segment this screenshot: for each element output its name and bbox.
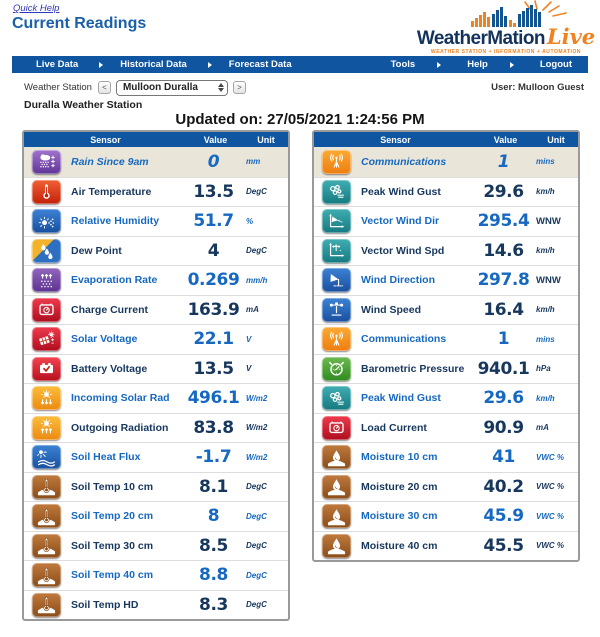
main-navbar	[12, 56, 588, 73]
battery-icon	[32, 357, 61, 381]
user-label: User: Mulloon Guest	[491, 82, 584, 93]
sensor-row	[314, 265, 578, 295]
sensor-unit: VWC %	[536, 452, 564, 462]
quick-help-link[interactable]: Quick Help	[13, 3, 60, 14]
anemometer-icon	[322, 298, 351, 322]
column-sensor: Sensor	[380, 134, 411, 145]
sensor-icon-cell	[24, 534, 68, 558]
soil-heat-flux-icon	[32, 445, 61, 469]
station-label: Weather Station	[24, 82, 92, 93]
sensor-row	[314, 324, 578, 354]
wind-vane-icon	[322, 268, 351, 292]
sensor-icon-cell	[24, 416, 68, 440]
sensor-unit: mm/h	[246, 275, 268, 285]
wind-vane-axes-icon	[322, 209, 351, 233]
sensor-label: Soil Temp 30 cm	[71, 539, 154, 552]
sensor-label: Charge Current	[71, 303, 149, 316]
sensor-unit: WNW	[536, 274, 561, 286]
logo-live-text: Live	[546, 24, 596, 49]
sensor-icon-cell	[314, 150, 358, 174]
sensor-icon-cell	[24, 180, 68, 204]
solar-in-icon	[32, 386, 61, 410]
sensor-icon-cell	[24, 445, 68, 469]
sensor-icon-cell	[24, 239, 68, 263]
select-updown-icon	[218, 83, 224, 92]
sensor-value: 295.4	[477, 211, 530, 232]
wind-gust-icon	[322, 180, 351, 204]
sensor-value: 496.1	[187, 388, 240, 409]
sensor-row	[24, 177, 288, 207]
column-unit: Unit	[547, 134, 565, 145]
sensor-row	[24, 295, 288, 325]
sensor-value: 29.6	[483, 388, 524, 409]
left-sensor-table	[22, 130, 290, 621]
nav-arrow-icon	[99, 62, 103, 68]
sensor-unit: mm	[246, 157, 261, 167]
sensor-unit: DegC	[246, 482, 267, 492]
sensor-unit: W/m2	[246, 393, 268, 403]
logo-brand-text: WeatherMation	[416, 28, 545, 49]
barometer-icon	[322, 357, 351, 381]
sensor-icon-cell	[24, 327, 68, 351]
evaporation-icon	[32, 268, 61, 292]
sensor-row	[24, 236, 288, 266]
sensor-label: Barometric Pressure	[361, 362, 465, 375]
sensor-value: 0.269	[187, 270, 240, 291]
sensor-label: Wind Direction	[361, 274, 435, 287]
sensor-row	[314, 472, 578, 502]
sensor-value: 8.5	[199, 535, 228, 556]
sensor-value: 1	[497, 329, 510, 350]
sensor-unit: DegC	[246, 511, 267, 521]
station-prev-button[interactable]: <	[98, 81, 111, 94]
sensor-icon-cell	[314, 298, 358, 322]
logo-tagline: WEATHER STATION + INFORMATION + AUTOMATION	[430, 49, 582, 55]
sensor-value: 83.8	[193, 417, 234, 438]
sensor-row	[24, 206, 288, 236]
sensor-value: 14.6	[483, 240, 524, 261]
sensor-row	[314, 501, 578, 531]
nav-item-help[interactable]: Help	[467, 59, 488, 70]
sensor-label: Soil Temp 20 cm	[71, 510, 154, 523]
sensor-unit: mins	[536, 157, 555, 167]
station-next-button[interactable]: >	[233, 81, 246, 94]
dew-drops-icon	[32, 239, 61, 263]
sensor-label: Relative Humidity	[71, 215, 160, 228]
right-sensor-table	[312, 130, 580, 562]
column-value: Value	[493, 134, 518, 145]
sensor-label: Vector Wind Spd	[361, 244, 445, 257]
wind-gust-icon	[322, 386, 351, 410]
humidity-icon	[32, 209, 61, 233]
sensor-unit: V	[246, 364, 252, 374]
sensor-row	[24, 383, 288, 413]
sensor-icon-cell	[314, 504, 358, 528]
sensor-row	[24, 560, 288, 590]
nav-item-logout[interactable]: Logout	[539, 59, 572, 70]
sensor-value: -1.7	[195, 447, 232, 468]
sensor-value: 13.5	[193, 181, 234, 202]
sensor-row	[24, 472, 288, 502]
station-bar	[24, 79, 584, 96]
sensor-label: Soil Temp HD	[71, 598, 139, 611]
sensor-unit: %	[246, 216, 254, 226]
sensor-icon-cell	[314, 416, 358, 440]
sensor-unit: VWC %	[536, 482, 564, 492]
sensor-icon-cell	[314, 445, 358, 469]
nav-arrow-icon	[208, 62, 212, 68]
sensor-icon-cell	[314, 327, 358, 351]
rain-cloud-icon	[32, 150, 61, 174]
soil-thermometer-icon	[32, 504, 61, 528]
sensor-icon-cell	[314, 357, 358, 381]
sensor-row	[24, 413, 288, 443]
sensor-value: 41	[492, 447, 515, 468]
navbar-right-group	[387, 59, 588, 70]
updated-timestamp: Updated on: 27/05/2021 1:24:56 PM	[175, 111, 425, 128]
sensor-value: 4	[207, 240, 220, 261]
sensor-unit: W/m2	[246, 452, 268, 462]
sensor-label: Outgoing Radiation	[71, 421, 169, 434]
sensor-icon-cell	[24, 593, 68, 617]
sensor-row	[314, 177, 578, 207]
sensor-label: Solar Voltage	[71, 333, 138, 346]
sensor-row	[24, 590, 288, 620]
anemometer-axes-icon	[322, 239, 351, 263]
nav-item-forecast-data[interactable]: Forecast Data	[228, 59, 292, 70]
sensor-row	[314, 236, 578, 266]
column-unit: Unit	[257, 134, 275, 145]
sensor-row	[24, 354, 288, 384]
column-sensor: Sensor	[90, 134, 121, 145]
sensor-unit: DegC	[246, 246, 267, 256]
sensor-icon-cell	[24, 386, 68, 410]
moisture-drop-icon	[322, 504, 351, 528]
sensor-unit: DegC	[246, 600, 267, 610]
sensor-label: Peak Wind Gust	[361, 185, 441, 198]
sensor-unit: hPa	[536, 364, 551, 374]
soil-thermometer-icon	[32, 593, 61, 617]
current-meter-icon	[32, 298, 61, 322]
sensor-row	[314, 442, 578, 472]
sensor-value: 29.6	[483, 181, 524, 202]
page-title: Current Readings	[12, 15, 147, 32]
sensor-unit: km/h	[536, 305, 555, 315]
sensor-unit: mA	[536, 423, 549, 433]
sensor-row	[314, 383, 578, 413]
sensor-value: 40.2	[483, 476, 524, 497]
sensor-value: 8	[207, 506, 220, 527]
sensor-label: Vector Wind Dir	[361, 215, 440, 228]
moisture-drop-icon	[322, 445, 351, 469]
sensor-unit: km/h	[536, 393, 555, 403]
sensor-value: 16.4	[483, 299, 524, 320]
sensor-label: Wind Speed	[361, 303, 421, 316]
sensor-unit: DegC	[246, 187, 267, 197]
station-name: Duralla Weather Station	[24, 99, 143, 111]
weathermation-logo	[416, 0, 596, 55]
sensor-icon-cell	[314, 239, 358, 263]
sensor-label: Rain Since 9am	[71, 155, 149, 168]
sensor-row	[314, 413, 578, 443]
sensor-value: 1	[497, 151, 510, 172]
sensor-unit: W/m2	[246, 423, 268, 433]
thermometer-icon	[32, 180, 61, 204]
sensor-icon-cell	[24, 504, 68, 528]
sensor-tables	[22, 130, 580, 621]
sensor-value: 0	[207, 151, 220, 172]
sensor-unit: km/h	[536, 187, 555, 197]
sensor-label: Load Current	[361, 421, 427, 434]
sensor-row	[24, 324, 288, 354]
navbar-left-group	[12, 59, 296, 70]
sensor-icon-cell	[314, 268, 358, 292]
sensor-label: Dew Point	[71, 244, 122, 257]
moisture-drop-icon	[322, 534, 351, 558]
nav-item-tools[interactable]: Tools	[390, 59, 416, 70]
sensor-value: 8.3	[199, 594, 228, 615]
nav-item-live-data[interactable]: Live Data	[36, 59, 79, 70]
sensor-value: 45.9	[483, 506, 524, 527]
sensor-label: Moisture 40 cm	[361, 539, 438, 552]
sensor-icon-cell	[24, 563, 68, 587]
sensor-value: 163.9	[187, 299, 240, 320]
sensor-row	[314, 531, 578, 561]
solar-panel-icon	[32, 327, 61, 351]
sensor-value: 940.1	[477, 358, 530, 379]
sensor-label: Moisture 10 cm	[361, 451, 438, 464]
sensor-value: 22.1	[193, 329, 234, 350]
solar-out-icon	[32, 416, 61, 440]
sensor-unit: mins	[536, 334, 555, 344]
sensor-label: Soil Temp 10 cm	[71, 480, 154, 493]
sensor-icon-cell	[314, 475, 358, 499]
sensor-row	[314, 295, 578, 325]
sensor-row	[314, 206, 578, 236]
sensor-value: 90.9	[483, 417, 524, 438]
sensor-label: Evaporation Rate	[71, 274, 158, 287]
moisture-drop-icon	[322, 475, 351, 499]
sensor-label: Peak Wind Gust	[361, 392, 441, 405]
sensor-unit: V	[246, 334, 252, 344]
sensor-label: Communications	[361, 155, 447, 168]
sensor-icon-cell	[24, 209, 68, 233]
sensor-icon-cell	[24, 268, 68, 292]
column-value: Value	[203, 134, 228, 145]
nav-item-historical-data[interactable]: Historical Data	[120, 59, 187, 70]
sensor-value: 8.8	[199, 565, 228, 586]
sensor-unit: DegC	[246, 541, 267, 551]
sensor-label: Moisture 20 cm	[361, 480, 438, 493]
current-meter-icon	[322, 416, 351, 440]
sensor-icon-cell	[314, 386, 358, 410]
sensor-row	[24, 147, 288, 177]
sensor-icon-cell	[24, 298, 68, 322]
sensor-unit: DegC	[246, 570, 267, 580]
sensor-unit: mA	[246, 305, 259, 315]
sensor-icon-cell	[24, 357, 68, 381]
sensor-icon-cell	[24, 475, 68, 499]
sensor-row	[314, 354, 578, 384]
sensor-label: Battery Voltage	[71, 362, 148, 375]
sensor-value: 13.5	[193, 358, 234, 379]
sensor-label: Air Temperature	[71, 185, 152, 198]
nav-arrow-icon	[437, 62, 441, 68]
sensor-row	[314, 147, 578, 177]
soil-thermometer-icon	[32, 475, 61, 499]
sensor-label: Communications	[361, 333, 447, 346]
station-select[interactable]	[116, 80, 228, 96]
station-select-value: Mulloon Duralla	[122, 82, 198, 93]
table-header	[314, 132, 578, 147]
sensor-row	[24, 501, 288, 531]
sensor-value: 51.7	[193, 211, 234, 232]
sensor-row	[24, 265, 288, 295]
sensor-unit: VWC %	[536, 511, 564, 521]
sensor-unit: WNW	[536, 215, 561, 227]
sensor-label: Soil Temp 40 cm	[71, 569, 154, 582]
soil-thermometer-icon	[32, 563, 61, 587]
sensor-row	[24, 531, 288, 561]
table-header	[24, 132, 288, 147]
sensor-icon-cell	[314, 180, 358, 204]
sensor-icon-cell	[314, 209, 358, 233]
sensor-value: 297.8	[477, 270, 530, 291]
sensor-unit: VWC %	[536, 541, 564, 551]
sensor-row	[24, 442, 288, 472]
sensor-icon-cell	[24, 150, 68, 174]
soil-thermometer-icon	[32, 534, 61, 558]
sensor-unit: km/h	[536, 246, 555, 256]
antenna-icon	[322, 150, 351, 174]
sensor-label: Moisture 30 cm	[361, 510, 438, 523]
sensor-label: Incoming Solar Rad	[71, 392, 170, 405]
sensor-value: 8.1	[199, 476, 228, 497]
sensor-icon-cell	[314, 534, 358, 558]
antenna-icon	[322, 327, 351, 351]
nav-arrow-icon	[510, 62, 514, 68]
sensor-value: 45.5	[483, 535, 524, 556]
sensor-label: Soil Heat Flux	[71, 451, 141, 464]
